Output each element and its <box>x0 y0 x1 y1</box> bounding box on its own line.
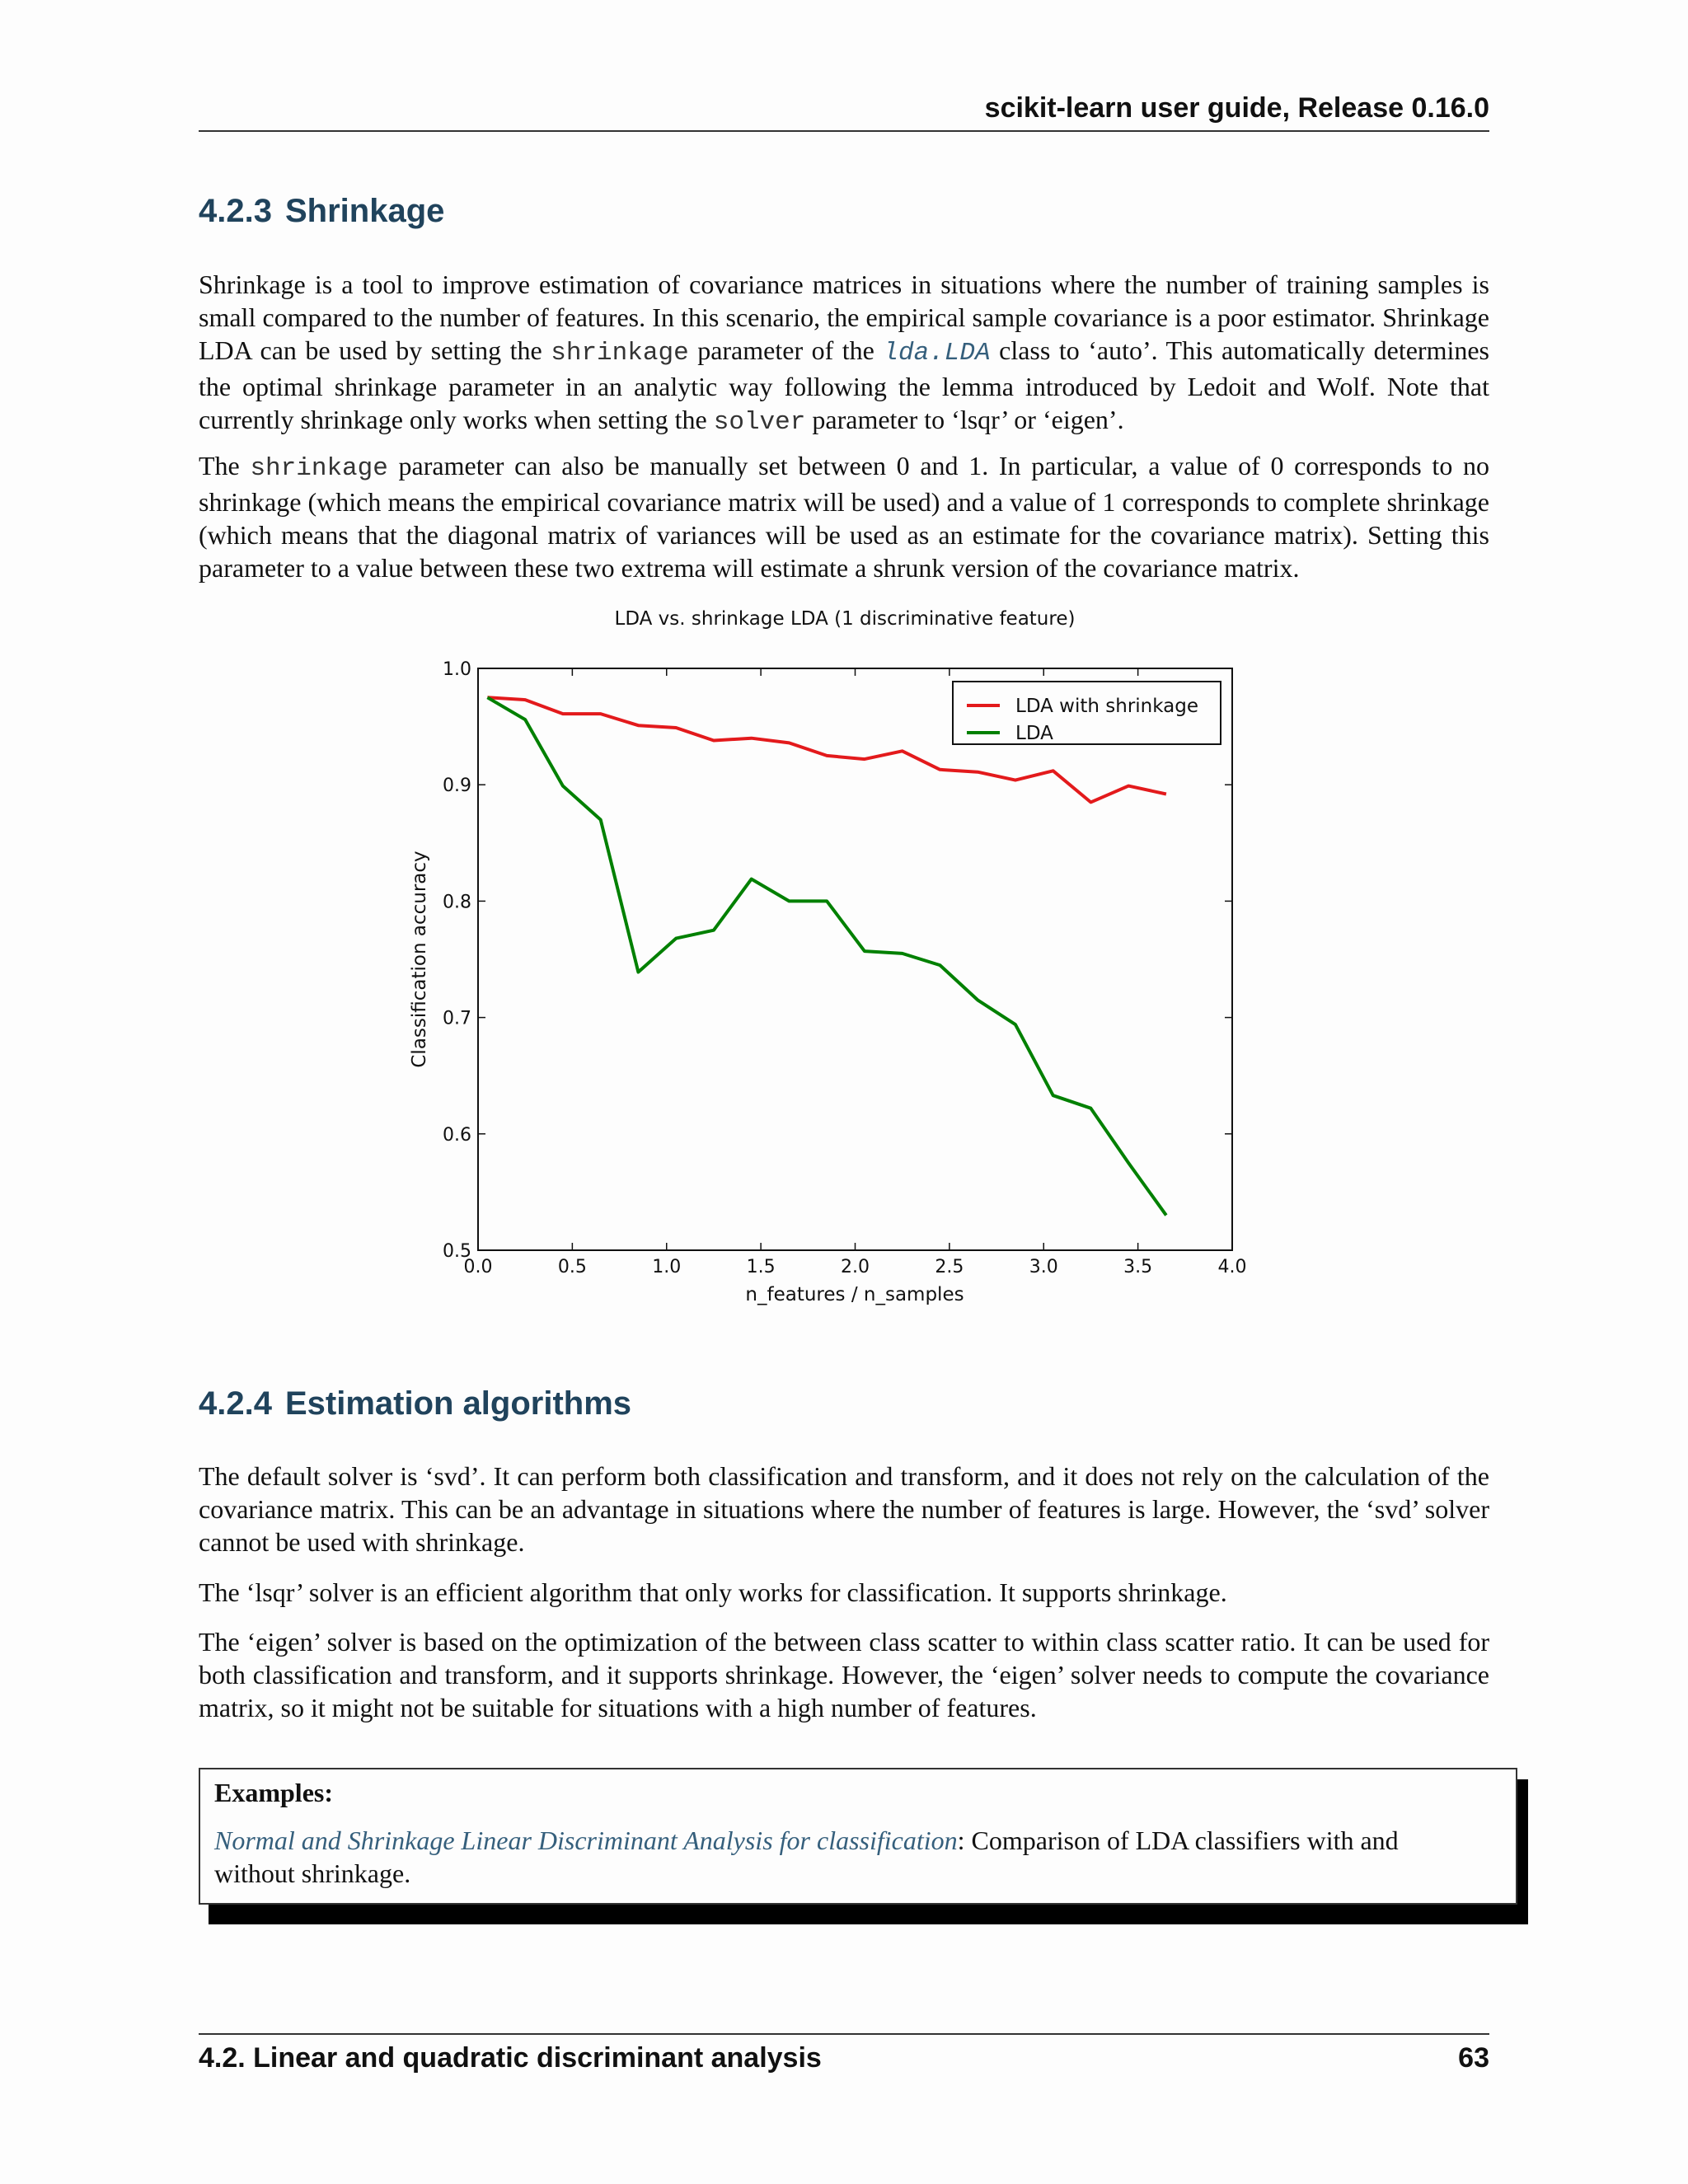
header-rule <box>199 130 1489 132</box>
y-tick-label: 0.9 <box>443 776 471 797</box>
section-title: Shrinkage <box>284 193 445 229</box>
x-tick-label: 4.0 <box>1217 1257 1247 1277</box>
section-heading-algorithms <box>199 1385 631 1422</box>
algorithms-paragraph-2: The ‘lsqr’ solver is an efficient algorithm that only works for classification. It supports shrinkage. <box>199 1577 1227 1607</box>
section-number: 4.2.4 <box>199 1385 272 1422</box>
code-shrinkage: shrinkage <box>551 339 689 368</box>
y-tick-label: 1.0 <box>443 659 471 680</box>
y-tick-label: 0.8 <box>443 892 471 913</box>
chart-legend <box>953 682 1221 744</box>
x-tick-label: 1.5 <box>746 1257 776 1277</box>
y-axis-label: Classification accuracy <box>409 851 430 1068</box>
examples-text: Normal and Shrinkage Linear Discriminant Analysis for classification: Comparison of LDA classifiers with and without shrinkage. <box>214 1825 1399 1888</box>
section-number: 4.2.3 <box>199 193 272 229</box>
x-tick-label: 2.0 <box>841 1257 870 1277</box>
x-tick-label: 3.0 <box>1029 1257 1058 1277</box>
plot-frame <box>478 668 1232 1250</box>
code-solver: solver <box>713 408 806 437</box>
footer-rule <box>199 2033 1489 2035</box>
y-tick-label: 0.6 <box>443 1124 471 1146</box>
algorithms-paragraph-3: The ‘eigen’ solver is based on the optimization of the between class scatter to within class scatter ratio. It can be used for both classification and transform, and it supports shrinkage. However, the ‘eigen’ solver needs to compute the covariance matrix, so it might not be suitable for situations with a high number of features. <box>199 1627 1489 1722</box>
section-title: Estimation algorithms <box>284 1385 632 1422</box>
shrinkage-figure <box>396 600 1286 1309</box>
legend-label: LDA with shrinkage <box>1015 696 1199 717</box>
shrinkage-paragraph-1: Shrinkage is a tool to improve estimation of covariance matrices in situations where the number of training samples is small compared to the number of features. In this scenario, the empirical sample covariance is a poor estimator. Shrinkage LDA can be used by setting the shrinkage parameter of the lda.LDA class to ‘auto’. This automatically determines the optimal shrinkage parameter in an analytic way following the lemma introduced by Ledoit and Wolf. Note that currently shrinkage only works when setting the solver parameter to ‘lsqr’ or ‘eigen’. <box>199 269 1490 437</box>
shrinkage-paragraph-2: The shrinkage parameter can also be manually set between 0 and 1. In particular, a value of 0 corresponds to no shrinkage (which means the empirical covariance matrix will be used) and a value of 1 corresponds to complete shrinkage (which means that the diagonal matrix of variances will be used as an estimate for the covariance matrix). Setting this parameter to a value between these two extrema will estimate a shrunk version of the covariance matrix. <box>199 451 1490 583</box>
section-heading-shrinkage <box>199 193 444 230</box>
running-header: scikit-learn user guide, Release 0.16.0 <box>984 92 1489 124</box>
footer-section-title: 4.2. Linear and quadratic discriminant analysis <box>199 2042 822 2074</box>
lda-class-link[interactable]: lda.LDA <box>883 339 991 368</box>
x-tick-label: 0.5 <box>557 1257 587 1277</box>
admonition-box <box>199 1768 1517 1905</box>
code-shrinkage: shrinkage <box>250 454 388 483</box>
y-tick-label: 0.7 <box>443 1008 471 1029</box>
algorithms-paragraph-1: The default solver is ‘svd’. It can perform both classification and transform, and it does not rely on the calculation of the covariance matrix. This can be an advantage in situations where the number of features is large. However, the ‘svd’ solver cannot be used with shrinkage. <box>199 1461 1489 1557</box>
x-tick-label: 3.5 <box>1123 1257 1153 1277</box>
chart-title: LDA vs. shrinkage LDA (1 discriminative feature) <box>614 608 1076 630</box>
x-tick-label: 2.5 <box>935 1257 964 1277</box>
page-number: 63 <box>1458 2042 1489 2074</box>
x-tick-label: 1.0 <box>652 1257 682 1277</box>
y-tick-label: 0.5 <box>443 1241 471 1262</box>
accuracy-line-chart <box>396 600 1286 1309</box>
x-tick-label: 0.0 <box>463 1257 493 1277</box>
x-axis-label: n_features / n_samples <box>745 1284 964 1305</box>
example-link[interactable]: Normal and Shrinkage Linear Discriminant Analysis for classification <box>214 1825 958 1855</box>
legend-label: LDA <box>1015 723 1053 744</box>
examples-title: Examples: <box>214 1778 333 1807</box>
examples-admonition <box>199 1768 1517 1912</box>
